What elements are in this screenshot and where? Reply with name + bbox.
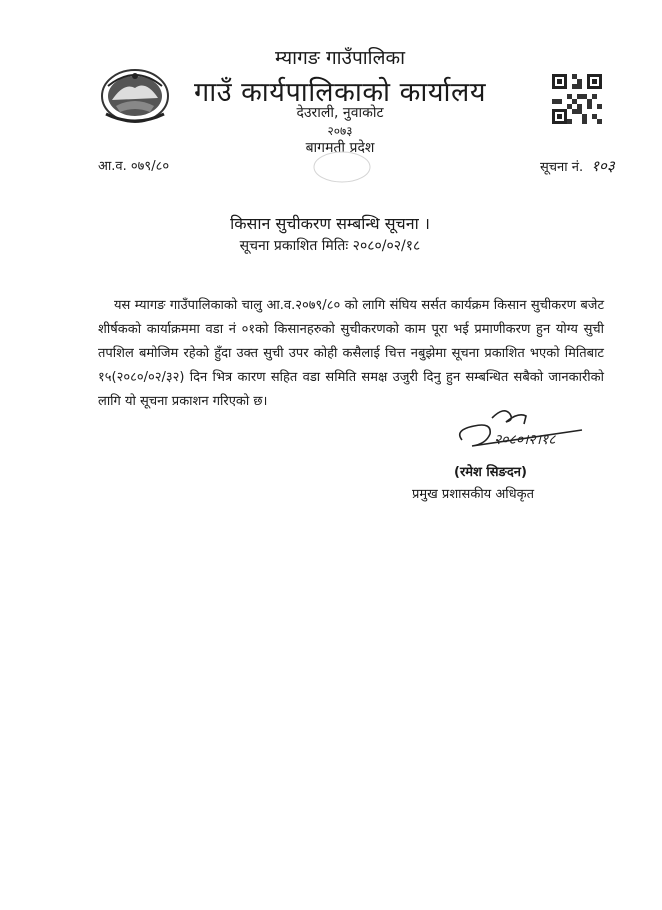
notice-number xyxy=(540,156,615,176)
signature-date: २०८०।२।१८ xyxy=(494,432,556,448)
fiscal-year: आ.व. ०७९/८० xyxy=(98,159,170,174)
notice-number-value: १०३ xyxy=(591,157,615,175)
municipality-name: म्यागङ गाउँपालिका xyxy=(274,47,405,69)
office-title: गाउँ कार्यपालिकाको कार्यालय xyxy=(194,77,486,108)
signer-title: प्रमुख प्रशासकीय अधिकृत xyxy=(412,487,535,502)
published-date: सूचना प्रकाशित मितिः २०८०/०२/१८ xyxy=(239,238,421,254)
notice-subject: किसान सुचीकरण सम्बन्धि सूचना । xyxy=(230,214,430,233)
signature-icon xyxy=(452,404,592,450)
notice-number-label: सूचना नं. xyxy=(540,160,584,175)
notice-body: यस म्यागङ गाउँपालिकाको चालु आ.व.२०७९/८० को लागि संघिय सर्सत कार्यक्रम किसान सुचीकरण बजेट शीर्षकको कार्याक्रममा वडा नं ०१को किसानहरुको सुचीकरणको काम पूरा भई प्रमाणीकरण हुन योग्य सुची तपशिल बमोजिम रहेको हुँदा उक्त सुची उपर कोही कसैलाई चित्त नबुझेमा सूचना प्रकाशित भएको मितिबाट १५(२०८०/०२/३२) दिन भित्र कारण सहित वडा समिति समक्ष उजुरी दिनु हुन सम्बन्धित सबैको जानकारीको लागि यो सूचना प्रकाशन गरिएको छ। xyxy=(98,298,604,409)
stamp-mark-icon xyxy=(312,150,372,184)
province-name: बागमती प्रदेश xyxy=(305,140,375,156)
office-address: देउराली, नुवाकोट xyxy=(296,105,384,121)
qr-code-icon xyxy=(552,74,602,124)
signer-name: (रमेश सिङदन) xyxy=(454,465,527,480)
nepal-emblem-icon xyxy=(98,66,172,124)
establishment-year: २०७३ xyxy=(327,124,353,138)
